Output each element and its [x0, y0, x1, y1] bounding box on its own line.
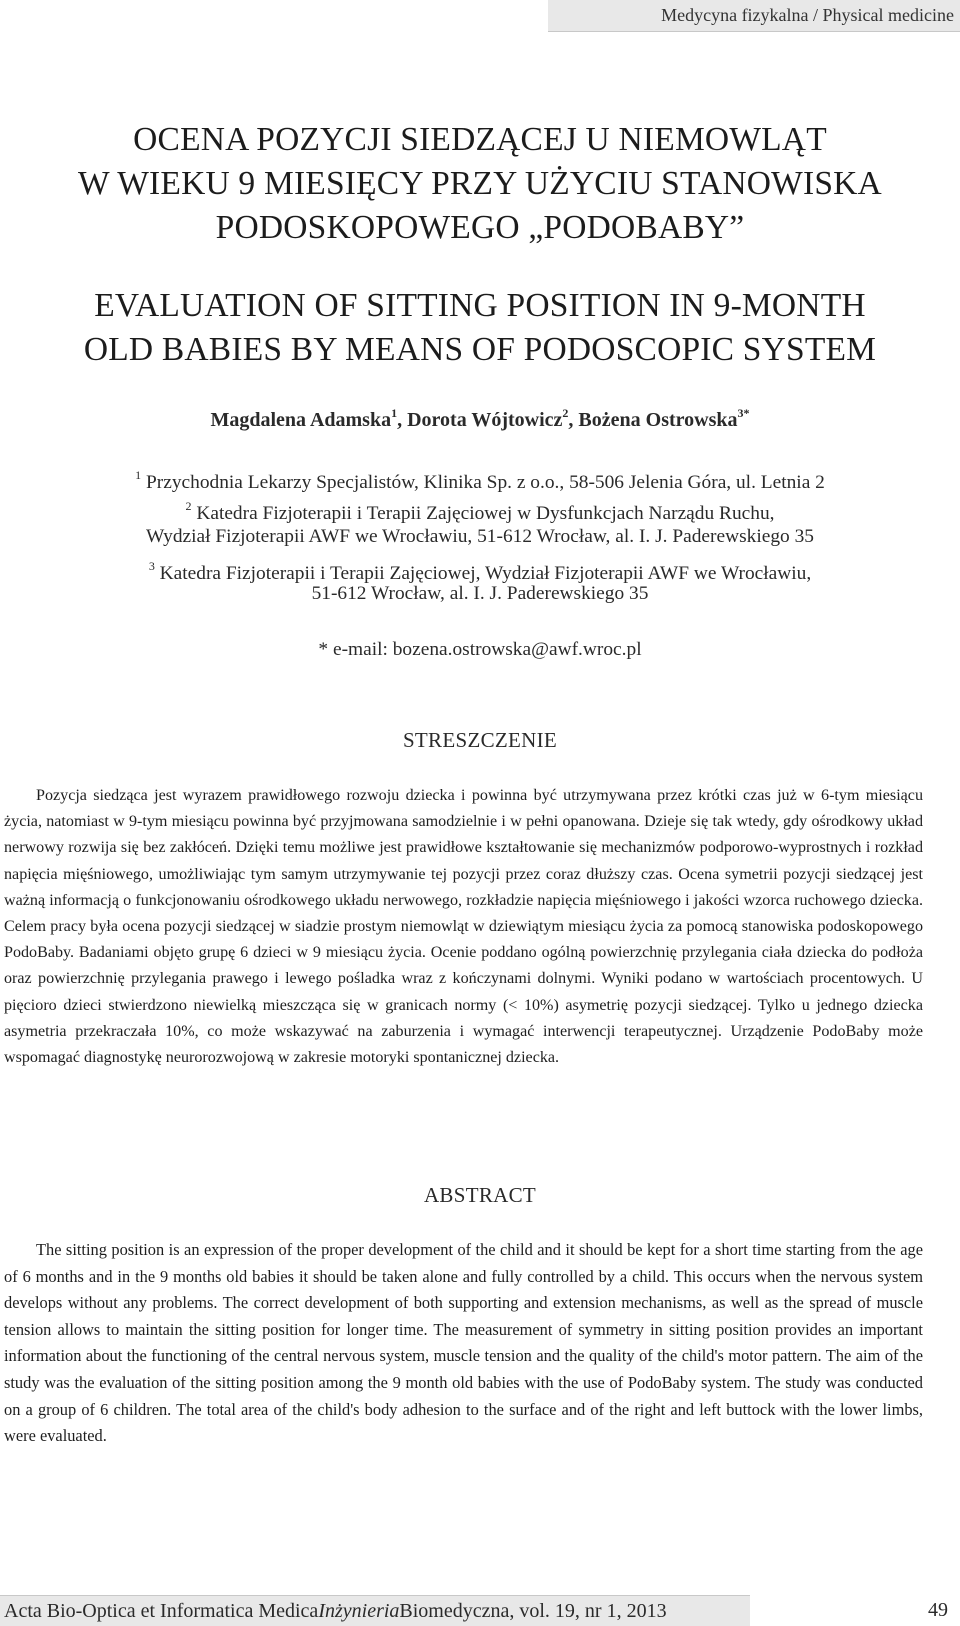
author-name: , Dorota Wójtowicz — [397, 409, 563, 431]
corresponding-email — [0, 637, 960, 663]
affiliation-3-cont — [0, 581, 960, 607]
abstract-paragraph: The sitting position is an expression of the proper development of the child and it should be kept for a short time starting from the age of 6 months and in the 9 months old babies it should be taken alone and fully controlled by a child. This occurs when the nervous system develops without any problems. The correct development of both supporting and extension mechanisms, as well as the spread of muscle tension allows to maintain the sitting position for longer time. The measurement of symmetry in sitting position provides an important information about the functioning of the central nervous system, muscle tension and the quality of the child's motor pattern. The aim of the study was the evaluation of the sitting position among the 9 month old babies with the use of PodoBaby system. The study was conducted on a group of 6 children. The total area of the child's body adhesion to the surface and of the right and left buttock with the lower limbs, were evaluated. — [4, 1240, 923, 1446]
author-affiliation-mark: 3* — [737, 406, 750, 420]
author-list — [0, 406, 960, 432]
title-polish-line: OCENA POZYCJI SIEDZĄCEJ U NIEMOWLĄT — [133, 121, 827, 158]
footer-journal: Acta Bio-Optica et Informatica Medica — [4, 1599, 319, 1622]
author-name: , Bożena Ostrowska — [568, 409, 738, 431]
journal-section-label: Medycyna fizykalna / Physical medicine — [661, 5, 954, 25]
author-affiliation-mark: 2 — [562, 406, 569, 420]
affiliation-text: Katedra Fizjoterapii i Terapii Zajęciowej, Wydział Fizjoterapii AWF we Wrocławiu, — [154, 563, 812, 584]
affiliation-mark: 1 — [135, 468, 142, 482]
page-number: 49 — [928, 1599, 948, 1621]
author-name: Magdalena Adamska — [210, 409, 392, 431]
title-polish-line: W WIEKU 9 MIESIĘCY PRZY UŻYCIU STANOWISKA — [78, 165, 882, 202]
footer-journal-volume: Biomedyczna, vol. 19, nr 1, 2013 — [399, 1599, 667, 1622]
streszczenie-heading: STRESZCZENIE — [402, 728, 558, 752]
title-english — [0, 284, 960, 372]
email-text: * e-mail: bozena.ostrowska@awf.wroc.pl — [318, 639, 642, 660]
title-polish-line: PODOSKOPOWEGO „PODOBABY” — [215, 209, 745, 246]
affiliation-text: Katedra Fizjoterapii i Terapii Zajęciowej w Dysfunkcjach Narządu Ruchu, — [191, 503, 775, 524]
affiliation-mark: 3 — [148, 559, 155, 573]
affiliation-2 — [0, 493, 960, 527]
affiliation-text: 51-612 Wrocław, al. I. J. Paderewskiego 35 — [311, 583, 649, 604]
abstract-heading: ABSTRACT — [423, 1183, 537, 1207]
title-polish — [0, 118, 960, 250]
footer-journal-italic: Inżynieria — [318, 1599, 400, 1622]
affiliation-1 — [0, 462, 960, 496]
title-english-line: OLD BABIES BY MEANS OF PODOSCOPIC SYSTEM — [83, 331, 877, 368]
title-english-line: EVALUATION OF SITTING POSITION IN 9-MONTH — [94, 287, 866, 324]
affiliation-mark: 2 — [185, 499, 192, 513]
affiliation-text: Wydział Fizjoterapii AWF we Wrocławiu, 51-612 Wrocław, al. I. J. Paderewskiego 35 — [146, 526, 814, 547]
abstract-body — [4, 1237, 923, 1450]
author-affiliation-mark: 1 — [391, 406, 398, 420]
affiliation-text: Przychodnia Lekarzy Specjalistów, Klinika Sp. z o.o., 58-506 Jelenia Góra, ul. Letnia 2 — [141, 472, 825, 493]
streszczenie-paragraph: Pozycja siedząca jest wyrazem prawidłowego rozwoju dziecka i powinna być utrzymywana przez krótki czas już w 6-tym miesiącu życia, natomiast w 9-tym miesiącu powinna być przyjmowana samodzielnie i w pełni opanowana. Dzieje się tak wtedy, gdy ośrodkowy układ nerwowy rozwija się bez zakłóceń. Dzięki temu możliwe jest prawidłowe kształtowanie się mechanizmów podporowo-wyprostnych i rozkład napięcia mięśniowego, umożliwiając tym samym utrzymywanie tej pozycji przez coraz dłuższy czas. Ocena symetrii pozycji siedzącej jest ważną informacją o funkcjonowaniu ośrodkowego układu nerwowego, rozkładzie napięcia mięśniowego i jakości wzorca ruchowego dziecka. Celem pracy była ocena pozycji siedzącej w siadzie prostym niemowląt w dziewiątym miesiącu życia za pomocą stanowiska podoskopowego PodoBaby. Badaniami objęto grupę 6 dzieci w 9 miesiącu życia. Ocenie poddano ogólną powierzchnię przylegania ciała dziecka do podłoża oraz powierzchnię przylegania prawego i lewego pośladka wraz z kończynami dolnymi. Wyniki podano w wartościach procentowych. U pięcioro dzieci stwierdzono niewielką mieszcząca się w granicach normy (< 10%) asymetrię pozycji siedzącej. Tylko u jednego dziecka asymetria przekraczała 10%, co może wskazywać na zaburzenia i wymagać interwencji terapeutycznej. Urządzenie PodoBaby może wspomagać diagnostykę neurorozwojową w zakresie motoryki spontanicznej dziecka. — [4, 787, 923, 1067]
affiliation-2-cont — [0, 524, 960, 550]
running-header — [548, 0, 960, 32]
running-footer — [0, 1595, 750, 1626]
streszczenie-body — [4, 783, 923, 1071]
